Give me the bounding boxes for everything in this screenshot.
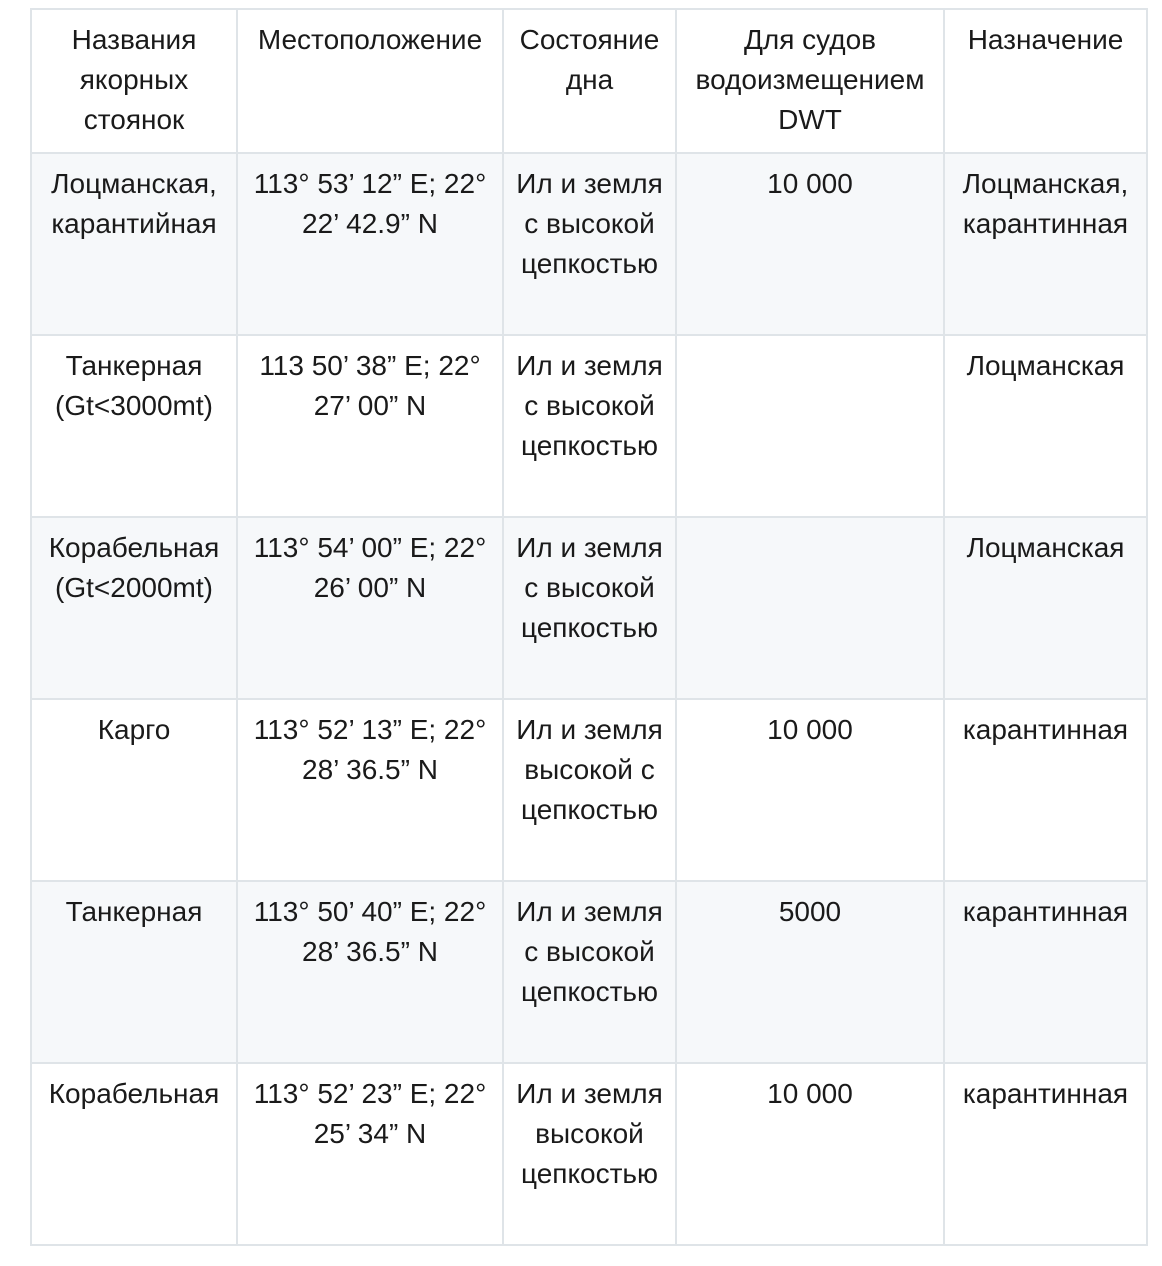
header-bottom-condition: Состояние дна: [503, 9, 676, 153]
table-row: [31, 517, 1147, 699]
cell-bottom-condition: Ил и земля с высокой цепкостью: [503, 881, 676, 1063]
cell-location: 113° 52’ 23” E; 22° 25’ 34” N: [237, 1063, 503, 1245]
cell-purpose: карантинная: [944, 699, 1147, 881]
cell-purpose: карантинная: [944, 881, 1147, 1063]
cell-dwt: 5000: [676, 881, 944, 1063]
table-header-row: [31, 9, 1147, 153]
cell-purpose: Лоцманская: [944, 335, 1147, 517]
cell-anchorage-name: Танкерная: [31, 881, 237, 1063]
cell-bottom-condition: Ил и земля высокой с цепкостью: [503, 699, 676, 881]
header-location: Местоположение: [237, 9, 503, 153]
cell-anchorage-name: Танкерная (Gt<3000mt): [31, 335, 237, 517]
cell-anchorage-name: Корабельная: [31, 1063, 237, 1245]
cell-dwt: 10 000: [676, 699, 944, 881]
header-dwt: Для судов водоизмещением DWT: [676, 9, 944, 153]
cell-bottom-condition: Ил и земля с высокой цепкостью: [503, 153, 676, 335]
cell-bottom-condition: Ил и земля высокой цепкостью: [503, 1063, 676, 1245]
cell-dwt: [676, 335, 944, 517]
cell-anchorage-name: Карго: [31, 699, 237, 881]
cell-purpose: Лоцманская, карантинная: [944, 153, 1147, 335]
table-row: [31, 335, 1147, 517]
table-row: [31, 881, 1147, 1063]
cell-anchorage-name: Лоцманская, карантийная: [31, 153, 237, 335]
anchorage-table: [30, 8, 1148, 1246]
header-purpose: Назначение: [944, 9, 1147, 153]
cell-location: 113 50’ 38” E; 22° 27’ 00” N: [237, 335, 503, 517]
table-row: [31, 153, 1147, 335]
cell-location: 113° 50’ 40” E; 22° 28’ 36.5” N: [237, 881, 503, 1063]
table-row: [31, 699, 1147, 881]
cell-location: 113° 53’ 12” E; 22° 22’ 42.9” N: [237, 153, 503, 335]
cell-bottom-condition: Ил и земля с высокой цепкостью: [503, 517, 676, 699]
cell-dwt: 10 000: [676, 153, 944, 335]
cell-purpose: карантинная: [944, 1063, 1147, 1245]
table-row: [31, 1063, 1147, 1245]
cell-bottom-condition: Ил и земля с высокой цепкостью: [503, 335, 676, 517]
cell-anchorage-name: Корабельная (Gt<2000mt): [31, 517, 237, 699]
cell-purpose: Лоцманская: [944, 517, 1147, 699]
cell-location: 113° 54’ 00” E; 22° 26’ 00” N: [237, 517, 503, 699]
cell-dwt: 10 000: [676, 1063, 944, 1245]
header-anchorage-name: Названия якорных стоянок: [31, 9, 237, 153]
anchorage-table-container: [30, 8, 1148, 1246]
cell-location: 113° 52’ 13” E; 22° 28’ 36.5” N: [237, 699, 503, 881]
cell-dwt: [676, 517, 944, 699]
